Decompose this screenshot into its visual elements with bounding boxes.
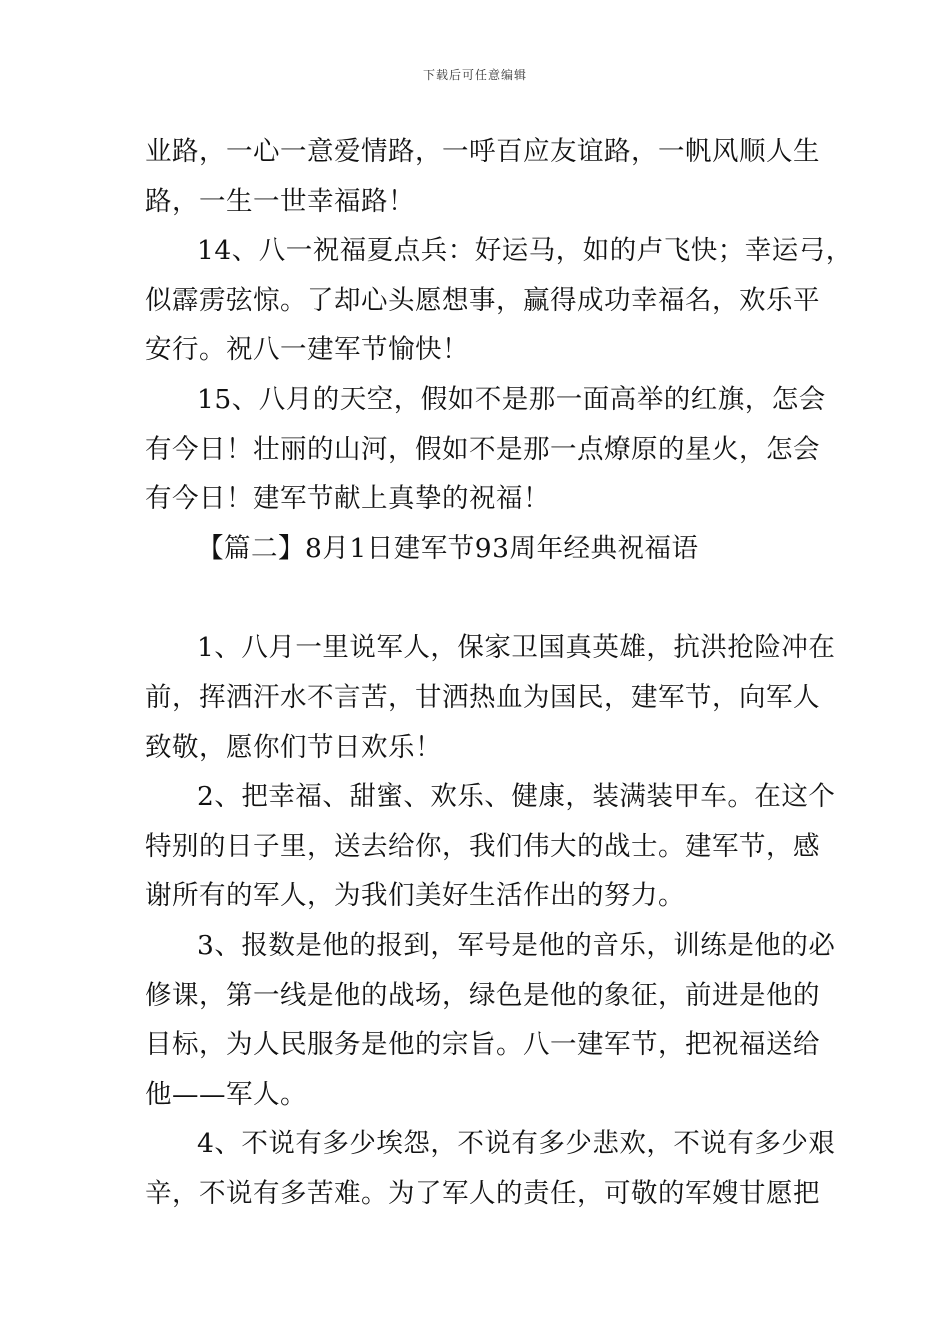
paragraph-item-4	[145, 1119, 836, 1218]
text-line: 业路，一心一意爱情路，一呼百应友谊路，一帆风顺人生	[145, 136, 820, 167]
paragraph-item-2	[145, 772, 836, 921]
text-line: 3、报数是他的报到，军号是他的音乐，训练是他的必	[197, 929, 836, 961]
text-line: 似霹雳弦惊。了却心头愿想事，赢得成功幸福名，欢乐平	[145, 284, 820, 316]
paragraph-item-3	[145, 921, 836, 1119]
text-line: 特别的日子里，送去给你，我们伟大的战士。建军节，感	[145, 830, 820, 862]
text-line: 安行。祝八一建军节愉快！	[145, 334, 469, 366]
text-line: 目标，为人民服务是他的宗旨。八一建军节，把祝福送给	[145, 1029, 820, 1061]
document-body	[145, 127, 853, 1218]
section-title	[145, 524, 825, 574]
text-line: 14、八一祝福夏点兵：好运马，如的卢飞快；幸运弓，	[197, 235, 853, 267]
text-line: 致敬，愿你们节日欢乐！	[145, 731, 442, 763]
section-heading: 【篇二】8月1日建军节93周年经典祝福语	[197, 532, 699, 564]
text-line: 辛，不说有多苦难。为了军人的责任，可敬的军嫂甘愿把	[145, 1177, 820, 1209]
text-line: 路，一生一世幸福路！	[145, 185, 415, 217]
paragraph-item-13-tail	[145, 127, 825, 226]
text-line: 1、八月一里说军人，保家卫国真英雄，抗洪抢险冲在	[197, 632, 836, 664]
text-line: 2、把幸福、甜蜜、欢乐、健康，装满装甲车。在这个	[197, 781, 836, 813]
text-line: 他——军人。	[145, 1078, 307, 1110]
text-line: 有今日！壮丽的山河，假如不是那一点燎原的星火，怎会	[145, 433, 820, 465]
paragraph-item-15	[145, 375, 825, 524]
text-line: 谢所有的军人，为我们美好生活作出的努力。	[145, 880, 685, 912]
page-header: 下载后可任意编辑	[422, 68, 527, 82]
text-line: 15、八月的天空，假如不是那一面高举的红旗，怎会	[197, 383, 826, 415]
paragraph-item-1	[145, 623, 836, 772]
text-line: 有今日！建军节献上真挚的祝福！	[145, 483, 550, 515]
text-line: 4、不说有多少埃怨，不说有多少悲欢，不说有多少艰	[197, 1128, 836, 1160]
paragraph-item-14	[145, 226, 853, 375]
spacer	[145, 573, 825, 623]
text-line: 前，挥洒汗水不言苦，甘洒热血为国民，建军节，向军人	[145, 681, 820, 713]
text-line: 修课，第一线是他的战场，绿色是他的象征，前进是他的	[145, 979, 820, 1011]
